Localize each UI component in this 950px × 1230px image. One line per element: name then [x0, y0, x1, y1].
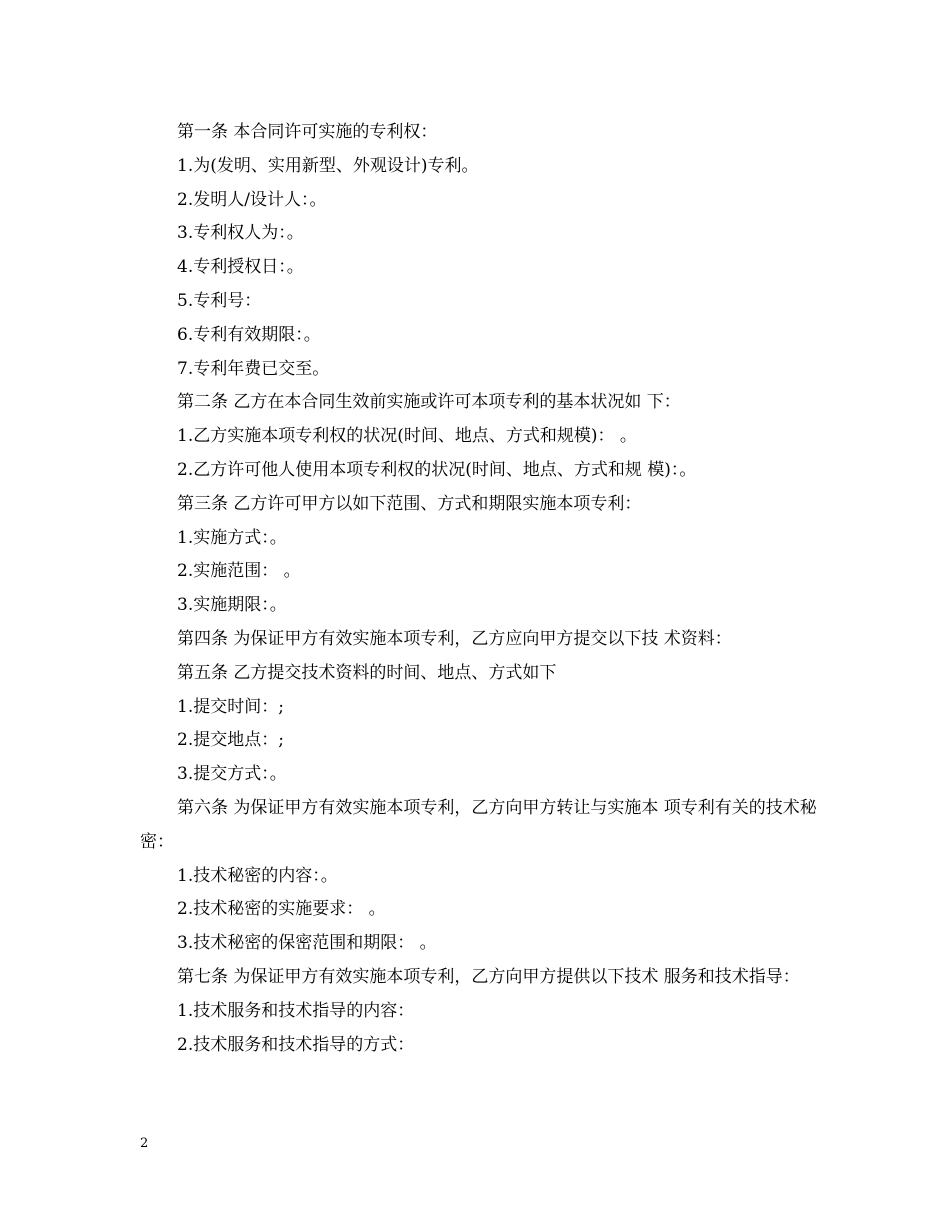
- article-7-item-1: 1.技术服务和技术指导的内容：: [177, 1000, 415, 1021]
- article-6-item-1: 1.技术秘密的内容：。: [177, 865, 338, 886]
- article-7-heading: 第七条 为保证甲方有效实施本项专利，乙方向甲方提供以下技术 服务和技术指导：: [177, 966, 800, 987]
- article-3-item-3: 3.实施期限：。: [177, 595, 287, 616]
- article-1-item-4: 4.专利授权日：。: [177, 257, 304, 278]
- article-5-item-2: 2.提交地点：;: [177, 730, 284, 751]
- article-5-item-1: 1.提交时间：;: [177, 696, 284, 717]
- article-3-heading: 第三条 乙方许可甲方以如下范围、方式和期限实施本项专利：: [177, 493, 642, 514]
- document-body: [140, 116, 820, 1062]
- article-1-item-2: 2.发明人/设计人：。: [177, 189, 327, 210]
- article-5-item-3: 3.提交方式：。: [177, 764, 287, 785]
- article-1-item-5: 5.专利号：: [177, 290, 262, 311]
- article-1-item-1: 1.为(发明、实用新型、外观设计)专利。: [177, 155, 479, 176]
- article-1-heading: 第一条 本合同许可实施的专利权：: [177, 122, 438, 142]
- article-6-heading: 第六条 为保证甲方有效实施本项专利，乙方向甲方转让与实施本 项专利有关的技术秘密：: [140, 797, 817, 852]
- article-4-heading: 第四条 为保证甲方有效实施本项专利，乙方应向甲方提交以下技 术资料：: [177, 628, 732, 649]
- article-3-item-2: 2.实施范围： 。: [177, 561, 301, 582]
- article-1-item-7: 7.专利年费已交至。: [177, 358, 330, 379]
- page-number: 2: [140, 1136, 149, 1151]
- article-6-item-2: 2.技术秘密的实施要求： 。: [177, 899, 386, 920]
- article-6-item-3: 3.技术秘密的保密范围和期限： 。: [177, 933, 437, 954]
- article-1-item-6: 6.专利有效期限：。: [177, 324, 321, 345]
- article-2-heading: 第二条 乙方在本合同生效前实施或许可本项专利的基本状况如 下：: [177, 392, 681, 413]
- article-2-item-1: 1.乙方实施本项专利权的状况(时间、地点、方式和规模)： 。: [177, 426, 637, 447]
- article-2-item-2: 2.乙方许可他人使用本项专利权的状况(时间、地点、方式和规 模)：。: [177, 459, 697, 480]
- article-7-item-2: 2.技术服务和技术指导的方式：: [177, 1034, 415, 1055]
- article-1-item-3: 3.专利权人为：。: [177, 223, 304, 244]
- article-5-heading: 第五条 乙方提交技术资料的时间、地点、方式如下: [177, 662, 557, 683]
- article-3-item-1: 1.实施方式：。: [177, 527, 287, 548]
